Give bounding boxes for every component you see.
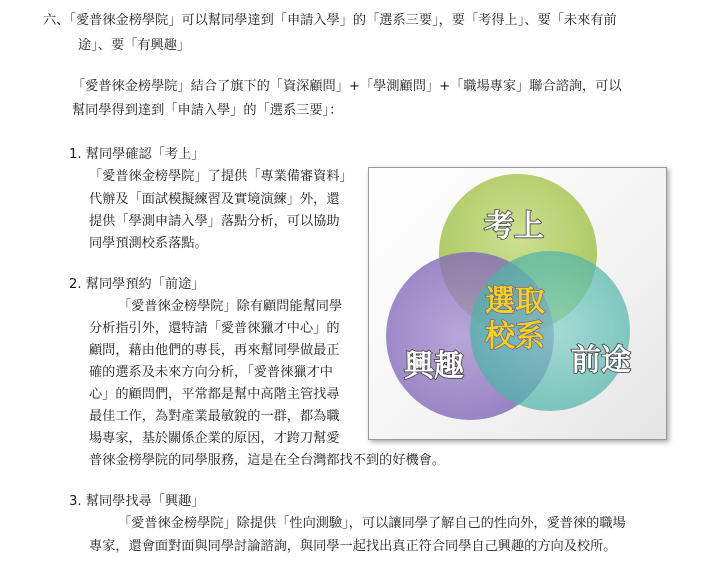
item1-line: 「愛普徠金榜學院」了提供「專業備審資料」 bbox=[89, 169, 353, 184]
section-heading-line2: 途」、要「有興趣」 bbox=[78, 38, 191, 53]
item1-line: 同學預測校系落點。 bbox=[89, 236, 208, 251]
item2-line: 心」的顧問們，平常都是幫中高階主管找尋 bbox=[89, 387, 340, 402]
item2-heading: 2. 幫同學預約「前途」 bbox=[69, 277, 205, 292]
venn-center-line2: 校系 bbox=[485, 319, 545, 354]
item1-line: 代辦及「面試模擬練習及實境演練」外，還 bbox=[89, 192, 340, 207]
item3-line: 專家，還會面對面與同學討論諮詢，與同學一起找出真正符合同學自己興趣的方向及校所。 bbox=[89, 539, 617, 554]
item2-line: 分析指引外，還特請「愛普徠獵才中心」的 bbox=[89, 321, 340, 336]
item1-heading: 1. 幫同學確認「考上」 bbox=[69, 147, 205, 162]
item3-heading: 3. 幫同學找尋「興趣」 bbox=[69, 494, 205, 509]
item1-line: 提供「學測申請入學」落點分析，可以協助 bbox=[89, 214, 340, 229]
section-heading-line1: 六、「愛普徠金榜學院」可以幫同學達到「申請入學」的「選系三要」，要「考得上」、要「未來有前 bbox=[43, 13, 617, 28]
venn-label-top: 考上 bbox=[484, 209, 544, 244]
item2-line: 確的選系及未來方向分析，「愛普徠獵才中 bbox=[89, 365, 333, 380]
intro-line1: 「愛普徠金榜學院」結合了旗下的「資深顧問」+「學測顧問」+「職場專家」聯合諮詢，可以 bbox=[72, 79, 622, 94]
venn-label-left: 興趣 bbox=[404, 349, 464, 384]
item2-line: 「愛普徠金榜學院」除有顧問能幫同學 bbox=[118, 299, 343, 314]
venn-diagram bbox=[368, 167, 667, 440]
item2-line: 顧問，藉由他們的專長，再來幫同學做最正 bbox=[89, 343, 340, 358]
venn-label-right: 前途 bbox=[571, 343, 631, 378]
item2-line: 場專家，基於關係企業的原因，才跨刀幫愛 bbox=[89, 431, 340, 446]
venn-center-line1: 選取 bbox=[485, 284, 545, 319]
venn-svg bbox=[369, 168, 666, 439]
item2-line: 最佳工作，為對產業最敏銳的一群，都為職 bbox=[89, 409, 340, 424]
item3-line: 「愛普徠金榜學院」除提供「性向測驗」，可以讓同學了解自己的性向外，愛普徠的職場 bbox=[118, 516, 626, 531]
intro-line2: 幫同學得到達到「申請入學」的「選系三要」： bbox=[72, 103, 343, 118]
item2-line: 普徠金榜學院的同學服務，這是在全台灣都找不到的好機會。 bbox=[89, 453, 446, 468]
